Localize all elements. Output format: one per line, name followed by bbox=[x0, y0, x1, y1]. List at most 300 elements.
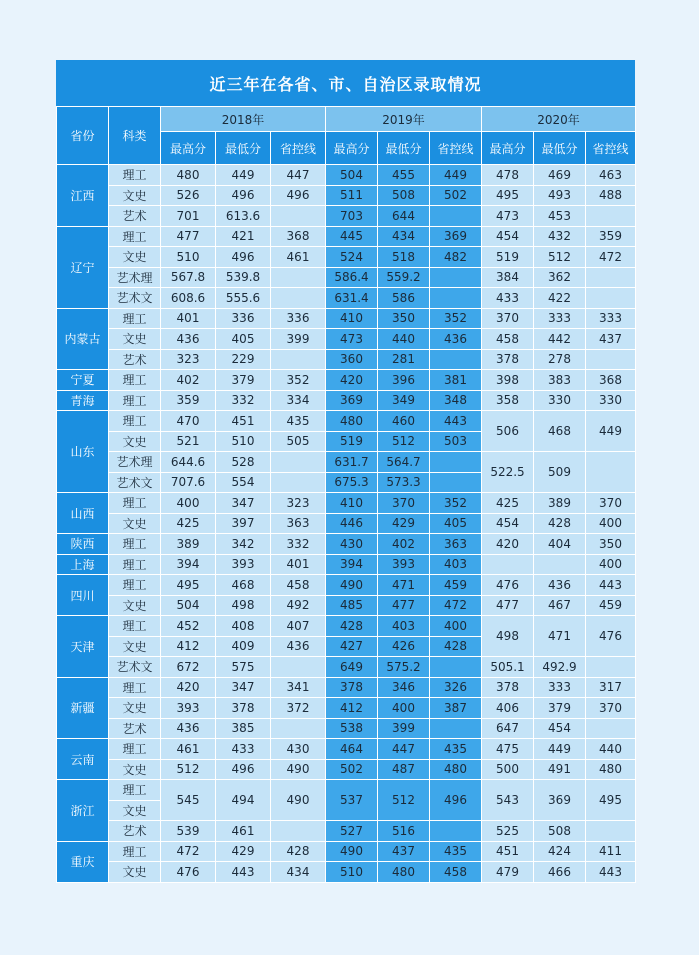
score-cell: 404 bbox=[534, 534, 586, 555]
score-cell: 451 bbox=[216, 411, 271, 432]
table-row bbox=[57, 452, 636, 473]
score-cell: 461 bbox=[161, 739, 216, 760]
score-cell: 385 bbox=[216, 718, 271, 739]
category-cell: 理工 bbox=[109, 493, 161, 514]
score-cell: 559.2 bbox=[378, 267, 430, 288]
score-cell: 472 bbox=[161, 841, 216, 862]
score-cell: 330 bbox=[586, 390, 636, 411]
score-cell: 524 bbox=[326, 247, 378, 268]
category-cell: 理工 bbox=[109, 780, 161, 801]
province-cell: 天津 bbox=[57, 616, 109, 678]
score-cell: 348 bbox=[430, 390, 482, 411]
header-col: 省控线 bbox=[430, 132, 482, 165]
score-cell: 400 bbox=[430, 616, 482, 637]
score-cell: 644.6 bbox=[161, 452, 216, 473]
score-cell: 436 bbox=[534, 575, 586, 596]
category-cell: 文史 bbox=[109, 862, 161, 883]
score-cell: 387 bbox=[430, 698, 482, 719]
score-cell: 278 bbox=[534, 349, 586, 370]
score-cell: 490 bbox=[271, 759, 326, 780]
score-cell: 406 bbox=[482, 698, 534, 719]
score-cell: 480 bbox=[378, 862, 430, 883]
score-cell: 378 bbox=[482, 677, 534, 698]
score-cell: 363 bbox=[430, 534, 482, 555]
score-cell bbox=[271, 288, 326, 309]
score-cell: 446 bbox=[326, 513, 378, 534]
category-cell: 艺术 bbox=[109, 718, 161, 739]
score-cell bbox=[430, 718, 482, 739]
score-cell: 539.8 bbox=[216, 267, 271, 288]
table-row bbox=[57, 308, 636, 329]
score-cell: 397 bbox=[216, 513, 271, 534]
score-cell: 519 bbox=[482, 247, 534, 268]
score-cell: 396 bbox=[378, 370, 430, 391]
score-cell: 449 bbox=[534, 739, 586, 760]
score-cell: 421 bbox=[216, 226, 271, 247]
table-row bbox=[57, 780, 636, 801]
score-cell: 527 bbox=[326, 821, 378, 842]
score-cell: 508 bbox=[534, 821, 586, 842]
score-cell: 476 bbox=[586, 616, 636, 657]
score-cell: 398 bbox=[482, 370, 534, 391]
category-cell: 理工 bbox=[109, 534, 161, 555]
score-cell: 332 bbox=[216, 390, 271, 411]
score-cell: 510 bbox=[216, 431, 271, 452]
score-cell: 411 bbox=[586, 841, 636, 862]
score-cell: 477 bbox=[482, 595, 534, 616]
score-cell: 707.6 bbox=[161, 472, 216, 493]
score-cell: 672 bbox=[161, 657, 216, 678]
score-cell: 480 bbox=[161, 165, 216, 186]
score-cell bbox=[271, 472, 326, 493]
table-row bbox=[57, 718, 636, 739]
score-cell: 352 bbox=[430, 493, 482, 514]
score-cell: 360 bbox=[326, 349, 378, 370]
category-cell: 文史 bbox=[109, 329, 161, 350]
category-cell: 理工 bbox=[109, 370, 161, 391]
score-cell: 459 bbox=[430, 575, 482, 596]
score-cell: 494 bbox=[216, 780, 271, 821]
score-cell bbox=[430, 288, 482, 309]
score-cell: 422 bbox=[534, 288, 586, 309]
score-cell: 346 bbox=[378, 677, 430, 698]
score-cell: 613.6 bbox=[216, 206, 271, 227]
score-cell: 352 bbox=[430, 308, 482, 329]
header-col: 省控线 bbox=[271, 132, 326, 165]
score-cell bbox=[271, 349, 326, 370]
score-cell: 429 bbox=[216, 841, 271, 862]
score-cell: 341 bbox=[271, 677, 326, 698]
score-cell: 453 bbox=[534, 206, 586, 227]
score-cell: 436 bbox=[161, 718, 216, 739]
score-cell: 469 bbox=[534, 165, 586, 186]
score-cell: 459 bbox=[586, 595, 636, 616]
score-cell: 480 bbox=[326, 411, 378, 432]
score-cell: 394 bbox=[326, 554, 378, 575]
score-cell: 447 bbox=[378, 739, 430, 760]
score-cell: 522.5 bbox=[482, 452, 534, 493]
score-cell: 504 bbox=[161, 595, 216, 616]
score-cell: 518 bbox=[378, 247, 430, 268]
score-cell bbox=[586, 267, 636, 288]
score-cell: 403 bbox=[378, 616, 430, 637]
table-row bbox=[57, 554, 636, 575]
score-cell bbox=[430, 267, 482, 288]
score-cell: 454 bbox=[534, 718, 586, 739]
score-cell bbox=[586, 349, 636, 370]
score-cell: 575.2 bbox=[378, 657, 430, 678]
score-cell: 482 bbox=[430, 247, 482, 268]
score-cell: 399 bbox=[378, 718, 430, 739]
province-cell: 江西 bbox=[57, 165, 109, 227]
header-col: 最高分 bbox=[326, 132, 378, 165]
score-cell: 508 bbox=[378, 185, 430, 206]
score-cell: 323 bbox=[271, 493, 326, 514]
province-cell: 山东 bbox=[57, 411, 109, 493]
province-cell: 重庆 bbox=[57, 841, 109, 882]
score-cell: 401 bbox=[271, 554, 326, 575]
category-cell: 艺术 bbox=[109, 349, 161, 370]
score-cell: 372 bbox=[271, 698, 326, 719]
score-cell: 370 bbox=[586, 493, 636, 514]
score-cell: 323 bbox=[161, 349, 216, 370]
province-cell: 上海 bbox=[57, 554, 109, 575]
score-cell: 458 bbox=[271, 575, 326, 596]
header-year: 2018年 bbox=[161, 107, 326, 132]
score-cell: 512 bbox=[161, 759, 216, 780]
score-cell: 389 bbox=[161, 534, 216, 555]
score-cell: 370 bbox=[378, 493, 430, 514]
score-cell: 498 bbox=[482, 616, 534, 657]
score-cell: 420 bbox=[482, 534, 534, 555]
score-cell: 437 bbox=[586, 329, 636, 350]
score-cell: 461 bbox=[271, 247, 326, 268]
table-row bbox=[57, 165, 636, 186]
score-cell: 334 bbox=[271, 390, 326, 411]
score-cell: 436 bbox=[271, 636, 326, 657]
score-cell: 402 bbox=[161, 370, 216, 391]
category-cell: 理工 bbox=[109, 165, 161, 186]
table-row bbox=[57, 616, 636, 637]
table-row bbox=[57, 677, 636, 698]
score-cell bbox=[430, 452, 482, 473]
score-cell: 554 bbox=[216, 472, 271, 493]
table-row bbox=[57, 821, 636, 842]
score-cell: 427 bbox=[326, 636, 378, 657]
score-cell: 468 bbox=[216, 575, 271, 596]
header-col: 最高分 bbox=[161, 132, 216, 165]
score-cell: 443 bbox=[430, 411, 482, 432]
score-cell bbox=[430, 657, 482, 678]
score-cell: 449 bbox=[586, 411, 636, 452]
page-title: 近三年在各省、市、自治区录取情况 bbox=[56, 60, 635, 106]
score-cell: 631.7 bbox=[326, 452, 378, 473]
score-cell: 342 bbox=[216, 534, 271, 555]
category-cell: 艺术 bbox=[109, 821, 161, 842]
score-cell bbox=[271, 657, 326, 678]
score-cell: 437 bbox=[378, 841, 430, 862]
score-cell: 359 bbox=[161, 390, 216, 411]
table-row bbox=[57, 595, 636, 616]
province-cell: 四川 bbox=[57, 575, 109, 616]
category-cell: 理工 bbox=[109, 677, 161, 698]
score-cell: 436 bbox=[161, 329, 216, 350]
category-cell: 文史 bbox=[109, 247, 161, 268]
score-cell: 512 bbox=[378, 431, 430, 452]
score-cell: 378 bbox=[326, 677, 378, 698]
score-cell: 491 bbox=[534, 759, 586, 780]
table-row bbox=[57, 226, 636, 247]
score-cell: 442 bbox=[534, 329, 586, 350]
score-cell: 369 bbox=[430, 226, 482, 247]
score-cell: 379 bbox=[216, 370, 271, 391]
score-cell: 434 bbox=[271, 862, 326, 883]
score-cell: 493 bbox=[534, 185, 586, 206]
score-cell: 425 bbox=[161, 513, 216, 534]
table-row bbox=[57, 247, 636, 268]
score-cell: 394 bbox=[161, 554, 216, 575]
header-col: 最低分 bbox=[534, 132, 586, 165]
score-cell: 435 bbox=[430, 841, 482, 862]
province-cell: 陕西 bbox=[57, 534, 109, 555]
score-cell: 498 bbox=[216, 595, 271, 616]
score-cell: 526 bbox=[161, 185, 216, 206]
score-cell: 393 bbox=[216, 554, 271, 575]
score-cell: 368 bbox=[586, 370, 636, 391]
score-cell: 468 bbox=[534, 411, 586, 452]
category-cell: 文史 bbox=[109, 759, 161, 780]
score-cell: 389 bbox=[534, 493, 586, 514]
score-cell: 443 bbox=[586, 862, 636, 883]
score-cell: 479 bbox=[482, 862, 534, 883]
score-cell: 495 bbox=[161, 575, 216, 596]
score-cell bbox=[430, 349, 482, 370]
score-cell bbox=[271, 452, 326, 473]
score-cell: 363 bbox=[271, 513, 326, 534]
table-row bbox=[57, 206, 636, 227]
category-cell: 理工 bbox=[109, 554, 161, 575]
table-row bbox=[57, 349, 636, 370]
score-cell: 399 bbox=[271, 329, 326, 350]
score-cell: 333 bbox=[586, 308, 636, 329]
score-cell: 538 bbox=[326, 718, 378, 739]
table-row bbox=[57, 534, 636, 555]
province-cell: 云南 bbox=[57, 739, 109, 780]
score-cell: 521 bbox=[161, 431, 216, 452]
score-cell: 509 bbox=[534, 452, 586, 493]
score-cell: 400 bbox=[378, 698, 430, 719]
table-row bbox=[57, 739, 636, 760]
score-cell: 447 bbox=[271, 165, 326, 186]
header-row-years bbox=[57, 107, 636, 132]
table-row bbox=[57, 698, 636, 719]
score-cell: 463 bbox=[586, 165, 636, 186]
score-cell: 409 bbox=[216, 636, 271, 657]
score-cell: 350 bbox=[586, 534, 636, 555]
score-cell: 368 bbox=[271, 226, 326, 247]
score-cell: 370 bbox=[482, 308, 534, 329]
category-cell: 艺术文 bbox=[109, 288, 161, 309]
table-row bbox=[57, 329, 636, 350]
score-cell bbox=[482, 554, 534, 575]
score-cell: 471 bbox=[534, 616, 586, 657]
score-cell: 381 bbox=[430, 370, 482, 391]
score-cell: 349 bbox=[378, 390, 430, 411]
score-cell: 445 bbox=[326, 226, 378, 247]
score-cell: 281 bbox=[378, 349, 430, 370]
score-cell bbox=[271, 821, 326, 842]
score-cell bbox=[586, 821, 636, 842]
score-cell: 471 bbox=[378, 575, 430, 596]
score-cell: 490 bbox=[326, 575, 378, 596]
score-cell: 476 bbox=[482, 575, 534, 596]
score-cell bbox=[586, 657, 636, 678]
score-cell: 460 bbox=[378, 411, 430, 432]
score-cell: 467 bbox=[534, 595, 586, 616]
score-cell: 478 bbox=[482, 165, 534, 186]
score-cell: 425 bbox=[482, 493, 534, 514]
score-cell: 378 bbox=[216, 698, 271, 719]
score-cell: 575 bbox=[216, 657, 271, 678]
score-cell: 347 bbox=[216, 493, 271, 514]
province-cell: 山西 bbox=[57, 493, 109, 534]
score-cell: 703 bbox=[326, 206, 378, 227]
score-cell: 401 bbox=[161, 308, 216, 329]
score-cell bbox=[430, 206, 482, 227]
score-cell: 449 bbox=[216, 165, 271, 186]
score-cell: 480 bbox=[430, 759, 482, 780]
score-cell: 352 bbox=[271, 370, 326, 391]
score-cell bbox=[271, 206, 326, 227]
score-cell: 436 bbox=[430, 329, 482, 350]
score-cell: 502 bbox=[430, 185, 482, 206]
score-cell: 502 bbox=[326, 759, 378, 780]
score-cell: 454 bbox=[482, 513, 534, 534]
score-cell: 466 bbox=[534, 862, 586, 883]
score-cell: 333 bbox=[534, 308, 586, 329]
score-cell bbox=[430, 821, 482, 842]
score-cell bbox=[586, 452, 636, 493]
score-cell: 370 bbox=[586, 698, 636, 719]
score-cell bbox=[430, 472, 482, 493]
score-cell: 359 bbox=[586, 226, 636, 247]
score-cell bbox=[586, 288, 636, 309]
score-cell: 545 bbox=[161, 780, 216, 821]
score-cell: 384 bbox=[482, 267, 534, 288]
score-cell: 410 bbox=[326, 493, 378, 514]
score-cell: 455 bbox=[378, 165, 430, 186]
score-cell: 586.4 bbox=[326, 267, 378, 288]
admission-sheet bbox=[56, 60, 635, 883]
score-cell: 504 bbox=[326, 165, 378, 186]
score-cell: 428 bbox=[430, 636, 482, 657]
table-row bbox=[57, 370, 636, 391]
score-cell: 405 bbox=[216, 329, 271, 350]
header-col: 最高分 bbox=[482, 132, 534, 165]
category-cell: 理工 bbox=[109, 308, 161, 329]
score-cell: 449 bbox=[430, 165, 482, 186]
score-cell bbox=[271, 267, 326, 288]
category-cell: 文史 bbox=[109, 595, 161, 616]
category-cell: 文史 bbox=[109, 698, 161, 719]
score-cell: 317 bbox=[586, 677, 636, 698]
score-cell: 402 bbox=[378, 534, 430, 555]
score-cell: 326 bbox=[430, 677, 482, 698]
score-cell: 477 bbox=[378, 595, 430, 616]
score-cell bbox=[534, 554, 586, 575]
score-cell: 458 bbox=[430, 862, 482, 883]
province-cell: 内蒙古 bbox=[57, 308, 109, 370]
score-cell: 495 bbox=[586, 780, 636, 821]
category-cell: 艺术理 bbox=[109, 267, 161, 288]
score-cell: 512 bbox=[534, 247, 586, 268]
score-cell: 675.3 bbox=[326, 472, 378, 493]
score-cell: 393 bbox=[161, 698, 216, 719]
score-cell: 400 bbox=[586, 513, 636, 534]
score-cell: 426 bbox=[378, 636, 430, 657]
score-cell: 473 bbox=[482, 206, 534, 227]
score-cell: 472 bbox=[430, 595, 482, 616]
province-cell: 浙江 bbox=[57, 780, 109, 842]
score-cell: 428 bbox=[534, 513, 586, 534]
score-cell: 505 bbox=[271, 431, 326, 452]
score-cell: 516 bbox=[378, 821, 430, 842]
score-cell: 573.3 bbox=[378, 472, 430, 493]
score-cell: 362 bbox=[534, 267, 586, 288]
score-cell: 393 bbox=[378, 554, 430, 575]
category-cell: 文史 bbox=[109, 431, 161, 452]
score-cell: 383 bbox=[534, 370, 586, 391]
table-row bbox=[57, 759, 636, 780]
score-cell: 649 bbox=[326, 657, 378, 678]
category-cell: 文史 bbox=[109, 636, 161, 657]
admission-table bbox=[56, 106, 636, 883]
score-cell: 458 bbox=[482, 329, 534, 350]
score-cell bbox=[586, 718, 636, 739]
score-cell: 487 bbox=[378, 759, 430, 780]
score-cell: 330 bbox=[534, 390, 586, 411]
score-cell: 464 bbox=[326, 739, 378, 760]
category-cell: 理工 bbox=[109, 739, 161, 760]
category-cell: 艺术文 bbox=[109, 472, 161, 493]
score-cell: 403 bbox=[430, 554, 482, 575]
score-cell: 435 bbox=[430, 739, 482, 760]
score-cell: 461 bbox=[216, 821, 271, 842]
table-row bbox=[57, 841, 636, 862]
score-cell: 400 bbox=[586, 554, 636, 575]
score-cell: 470 bbox=[161, 411, 216, 432]
score-cell: 496 bbox=[216, 759, 271, 780]
score-cell: 525 bbox=[482, 821, 534, 842]
score-cell: 631.4 bbox=[326, 288, 378, 309]
score-cell: 433 bbox=[216, 739, 271, 760]
score-cell: 358 bbox=[482, 390, 534, 411]
score-cell: 229 bbox=[216, 349, 271, 370]
table-row bbox=[57, 411, 636, 432]
score-cell: 412 bbox=[161, 636, 216, 657]
score-cell: 428 bbox=[271, 841, 326, 862]
score-cell: 420 bbox=[326, 370, 378, 391]
table-row bbox=[57, 513, 636, 534]
score-cell: 378 bbox=[482, 349, 534, 370]
score-cell: 369 bbox=[326, 390, 378, 411]
category-cell: 艺术文 bbox=[109, 657, 161, 678]
score-cell: 539 bbox=[161, 821, 216, 842]
header-col: 最低分 bbox=[378, 132, 430, 165]
score-cell: 564.7 bbox=[378, 452, 430, 473]
category-cell: 艺术理 bbox=[109, 452, 161, 473]
category-cell: 理工 bbox=[109, 616, 161, 637]
